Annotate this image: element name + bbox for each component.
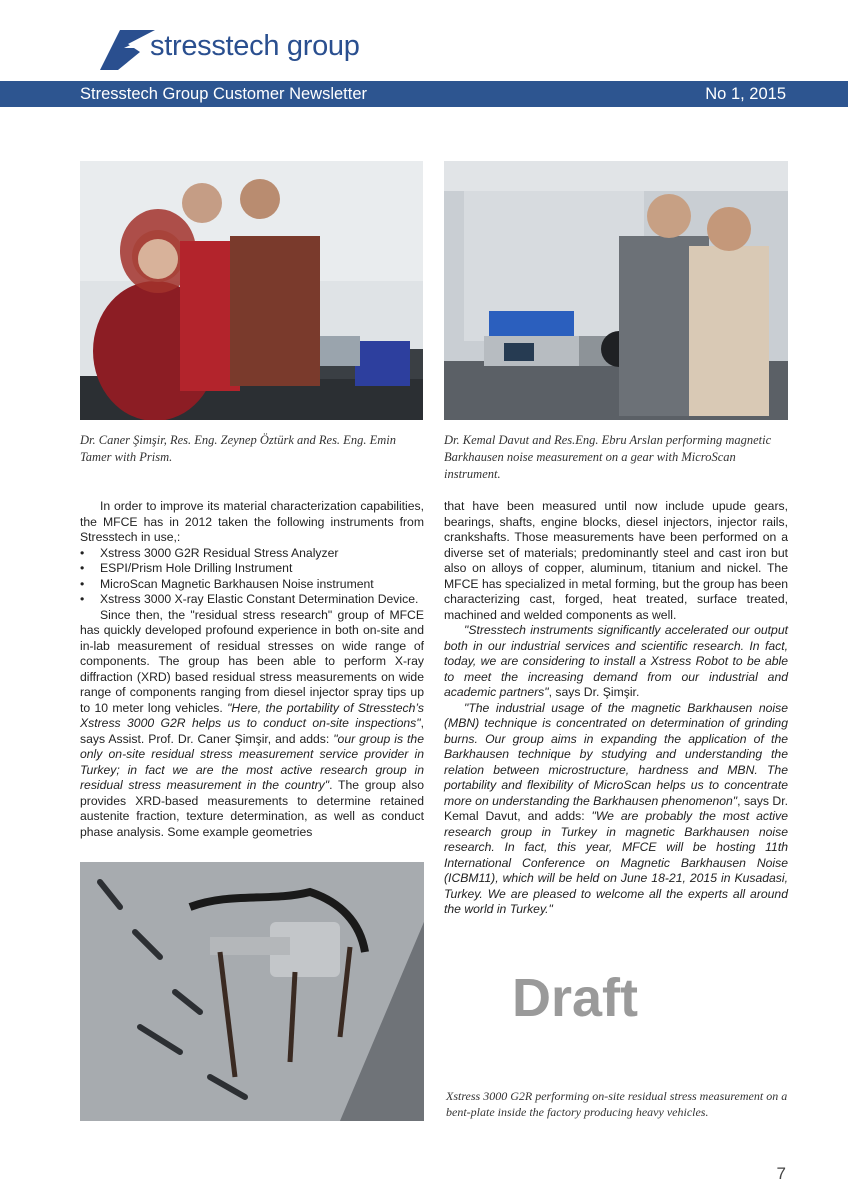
quote-span: "Here, the portability of Stresstech’s Xstress 3000 G2R helps us to conduct on-site inspections" [80, 700, 424, 730]
geometries-paragraph: that have been measured until now include upude gears, bearings, shafts, engine blocks, diesel injectors, injector rails, crankshafts. Those measurements have been performed on a diverse set of materials; predominantly steel and cast iron but also on alloys of copper, aluminum, titanium and nickel. The MFCE has specialized in metal forming, but the group has been characterizing cast, forged, heat treated, surface treated, machined and welded components as well. [444, 499, 788, 622]
photo-microscan-measurement [444, 161, 788, 420]
photo-caption-2: Dr. Kemal Davut and Res.Eng. Ebru Arslan performing magnetic Barkhausen noise measurement on a gear with MicroScan instrument. [444, 433, 772, 481]
photo-caption-1: Dr. Caner Şimşir, Res. Eng. Zeynep Öztürk and Res. Eng. Emin Tamer with Prism. [80, 433, 396, 464]
instrument-item: • Xstress 3000 X-ray Elastic Constant Determination Device. [80, 592, 424, 608]
quote-paragraph-1 [444, 623, 788, 701]
text-span: . The group also provides XRD-based measurements to determine retained austenite fraction, texture determination, as well as conduct phase analysis. Some example geometries [80, 778, 424, 839]
logo-text: stresstech group [150, 30, 360, 62]
article-column-right [444, 499, 788, 918]
newsletter-title: Stresstech Group Customer Newsletter [80, 85, 368, 103]
instrument-list [80, 546, 424, 608]
article-column-left [80, 499, 424, 840]
issue-number: No 1, 2015 [705, 85, 786, 103]
quote-paragraph-2 [444, 701, 788, 918]
history-paragraph [80, 608, 424, 841]
text-span: , says Dr. Şimşir. [548, 685, 640, 699]
instrument-item: • ESPI/Prism Hole Drilling Instrument [80, 561, 424, 577]
quote-span: "The industrial usage of the magnetic Barkhausen noise (MBN) technique is concentrated on determination of grinding burns. Our group aims in expanding the application of the Barkhausen technique by studying and understanding the relation between microstructure, hardness and MBN. The portability and flexibility of MicroScan helps us to concentrate more on understanding the Barkhausen phenomenon" [444, 700, 788, 808]
text-span: , says Dr. Kemal Davut, and adds: [444, 793, 788, 823]
draft-watermark-right: Draft [512, 968, 639, 1028]
page-number: 7 [776, 1164, 786, 1183]
photo-researchers-prism [80, 161, 423, 420]
text-span: , says Assist. Prof. Dr. Caner Şimşir, and adds: [80, 716, 424, 746]
quote-span: "Stresstech instruments significantly accelerated our output both in our industrial services and scientific research. In fact, today, we are considering to install a Xstress Robot to be able to meet the increasing demand from our industrial and academic partners" [444, 623, 788, 699]
quote-span: "our group is the only on-site residual stress measurement service provider in Turkey; in fact we are the most active research group in residual stress measurement in the country" [80, 731, 424, 792]
intro-paragraph: In order to improve its material characterization capabilities, the MFCE has in 2012 taken the following instruments from Stresstech in use,: [80, 499, 424, 544]
photo-xstress-onsite [80, 862, 424, 1121]
newsletter-banner [0, 81, 848, 107]
quote-span: "We are probably the most active research group in Turkey in magnetic Barkhausen noise research. In fact, this year, MFCE will be hosting 11th International Conference on Magnetic Barkhausen Noise (ICBM11), which will be held on June 18-21, 2015 in Kusadasi, Turkey. We are pleased to welcome all the experts all around the world in Turkey." [444, 809, 788, 916]
photo-caption-3: Xstress 3000 G2R performing on-site residual stress measurement on a bent-plate inside the factory producing heavy vehicles. [446, 1089, 788, 1119]
instrument-item: • MicroScan Magnetic Barkhausen Noise instrument [80, 577, 424, 593]
instrument-item: • Xstress 3000 G2R Residual Stress Analyzer [80, 546, 424, 562]
text-span: Since then, the "residual stress research" group of MFCE has quickly developed profound experience in both on-site and in-lab measurement of residual stresses on wide range of components. The group has been able to perform X-ray diffraction (XRD) based residual stress measurements on wide range of components ranging from diesel injector spray tips up to 10 meter long vehicles. [80, 607, 424, 715]
